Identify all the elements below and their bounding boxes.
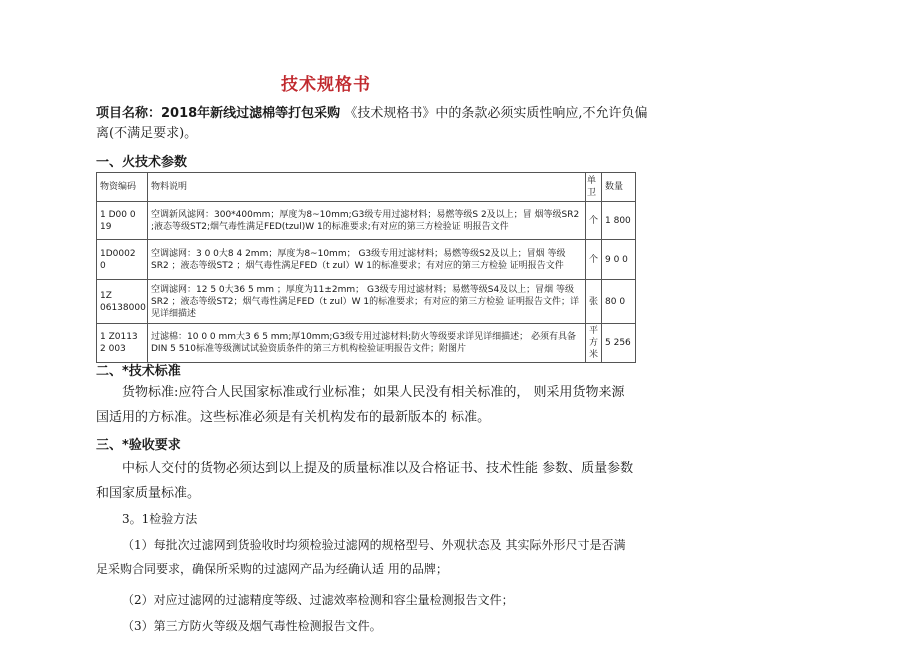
header-material-desc: 物料说明 xyxy=(148,173,586,202)
section1-heading: 一、火技术参数 xyxy=(96,155,188,170)
row-code: 1 Z0113 2 003 xyxy=(97,324,148,363)
row-desc: 空调滤网：3 0 0大8 4 2mm；厚度为8~10mm； G3级专用过滤材料；易燃等级S2及以上；冒烟 等级SR2 ；液态等级ST2 ；烟气毒性满足FED（t zul）W 1的标准要求；有对应的第三方检验 证明报告文件 xyxy=(148,240,586,280)
row-unit: 个 xyxy=(586,202,602,240)
row-qty: 5 256 xyxy=(602,324,636,363)
row-desc: 过滤棉：10 0 0 mm大3 6 5 mm;厚10mm;G3级专用过滤材料;防火等级要求详见详细描述； 必须有具备DIN 5 510标准等级测试试验资质条件的第三方机构检验证明报告文件；附图片 xyxy=(148,324,586,363)
section3-heading: 三、*验收要求 xyxy=(96,438,181,453)
header-quantity: 数量 xyxy=(602,173,636,202)
row-unit: 平方米 xyxy=(586,324,602,363)
row-code: 1D0002 0 xyxy=(97,240,148,280)
inspection-method-heading: 3。1检验方法 xyxy=(122,512,198,526)
table-row xyxy=(97,240,636,280)
header-unit: 单卫 xyxy=(586,173,602,202)
section3-text: 中标人交付的货物必须达到以上提及的质量标准以及合格证书、技术性能 参数、质量参数和国家质量标准。 xyxy=(96,461,634,501)
spec-table xyxy=(96,172,636,363)
inspection-item-2: （2）对应过滤网的过滤精度等级、过滤效率检测和容尘量检测报告文件； xyxy=(122,593,514,607)
row-unit: 张 xyxy=(586,280,602,324)
project-requirement-text: 《技术规格书》中的条款必须实质性响应,不允许负偏离(不满足要求)。 xyxy=(96,106,648,141)
row-qty: 9 0 0 xyxy=(602,240,636,280)
section2-heading: 二、*技术标准 xyxy=(96,364,181,379)
inspection-item-1: （1）每批次过滤网到货验收时均须检验过滤网的规格型号、外观状态及 其实际外形尺寸是否满足采购合同要求，确保所采购的过滤网产品为经确认适 用的品牌； xyxy=(96,538,626,576)
inspection-item-3: （3）第三方防火等级及烟气毒性检测报告文件。 xyxy=(122,619,382,633)
header-material-code: 物资编码 xyxy=(97,173,148,202)
row-code: 1Z 06138000 xyxy=(97,280,148,324)
project-statement xyxy=(96,104,656,144)
row-desc: 空调滤网：12 5 0大36 5 mm ；厚度为11±2mm； G3级专用过滤材料；易燃等级S4及以上；冒烟 等级SR2 ；液态等级ST2；烟气毒性满足FED（t zul）W 1的标准要求；有对应的第三方检验 证明报告文件；详见详细描述 xyxy=(148,280,586,324)
spec-table-header-row xyxy=(97,173,636,202)
row-qty: 80 0 xyxy=(602,280,636,324)
table-row xyxy=(97,280,636,324)
table-row xyxy=(97,324,636,363)
row-desc: 空调新风滤网：300*400mm；厚度为8~10mm;G3级专用过滤材料；易燃等级S 2及以上；冒 烟等级SR2 ;液态等级ST2;烟气毒性满足FED(tzul)W 1的标准要求;有对应的第三方检验证 明报告文件 xyxy=(148,202,586,240)
section2-text: 货物标准:应符合人民国家标准或行业标准；如果人民没有相关标准的， 则采用货物来源国适用的方标准。这些标准必须是有关机构发布的最新版本的 标准。 xyxy=(96,385,625,425)
document-title: 技术规格书 xyxy=(281,75,371,95)
project-name-label: 项目名称：2018年新线过滤棉等打包采购 xyxy=(96,106,341,121)
row-qty: 1 800 xyxy=(602,202,636,240)
table-row xyxy=(97,202,636,240)
row-code: 1 D00 0 19 xyxy=(97,202,148,240)
row-unit: 个 xyxy=(586,240,602,280)
